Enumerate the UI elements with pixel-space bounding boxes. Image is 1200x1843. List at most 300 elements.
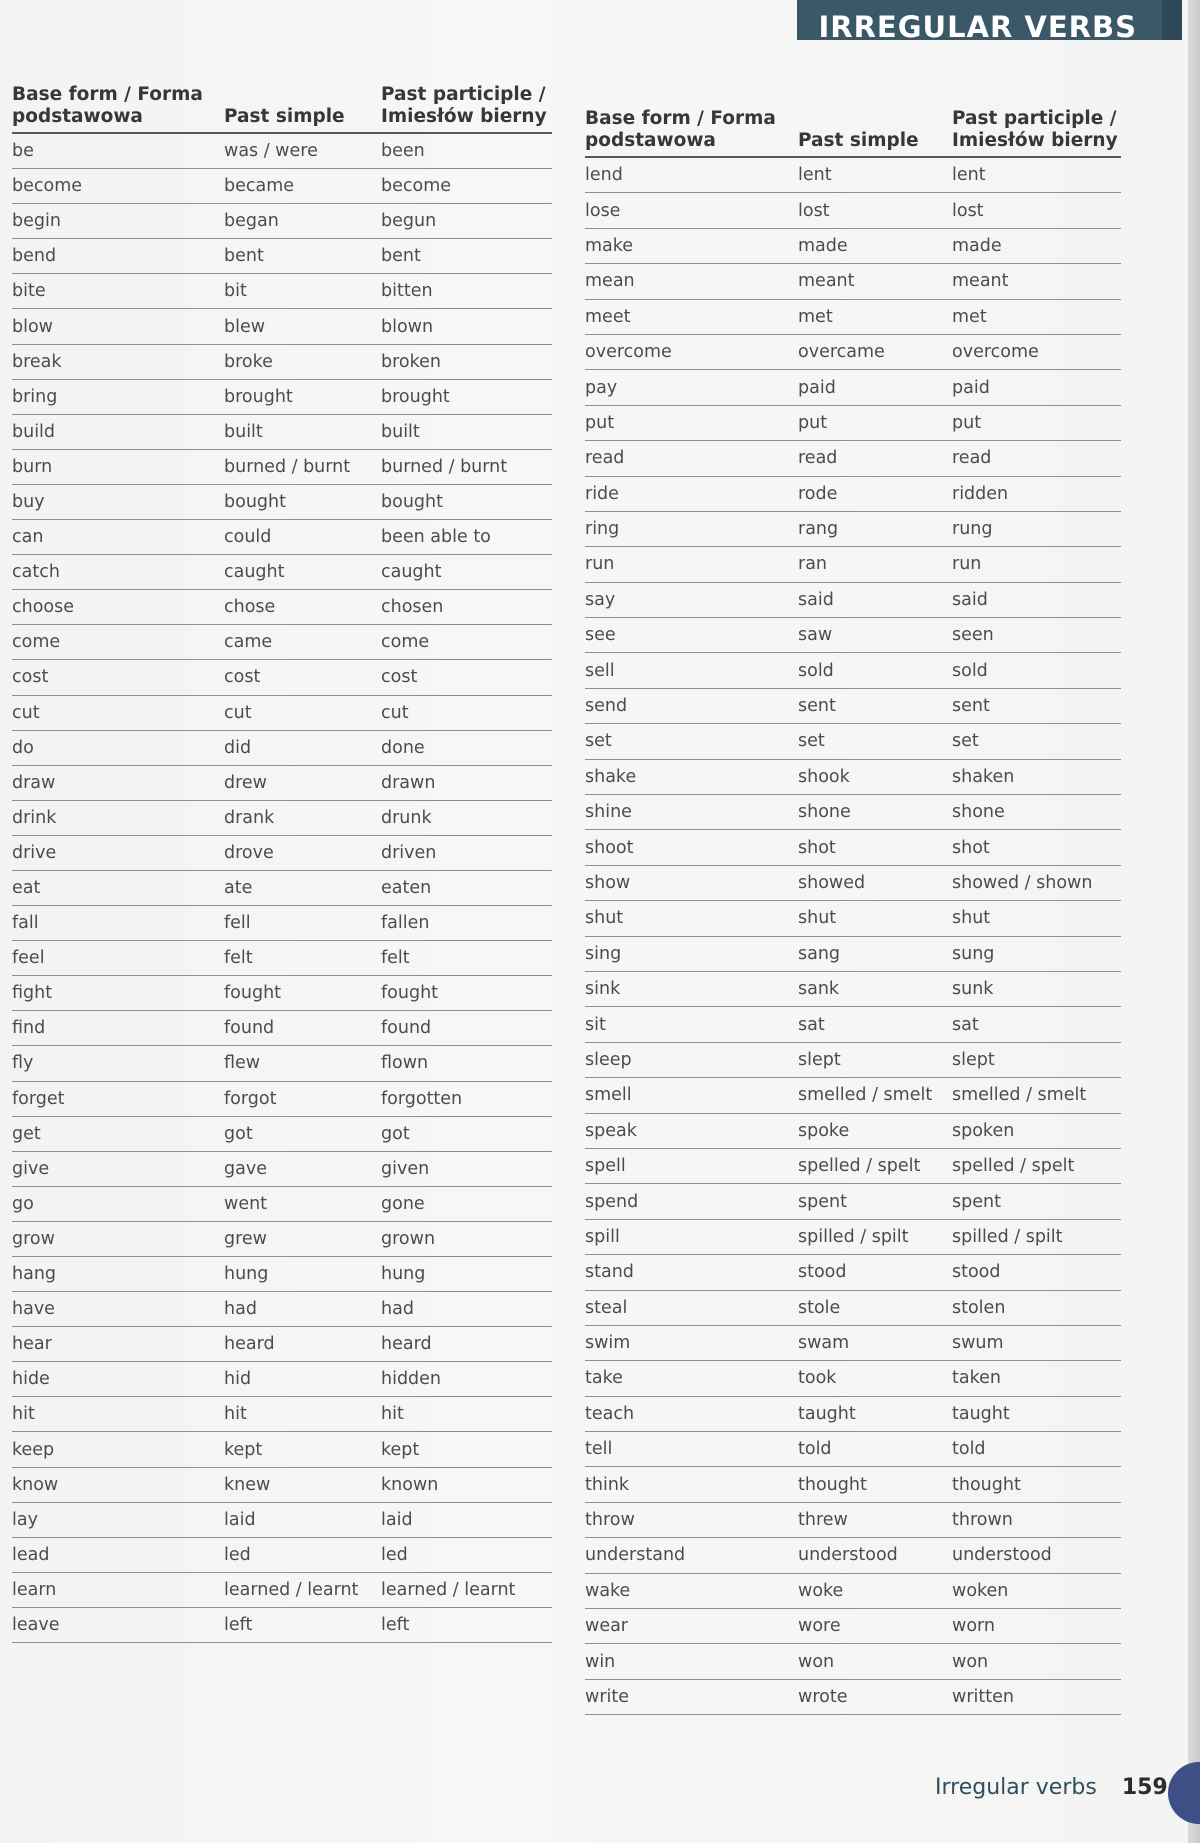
past-simple-cell: chose [224, 590, 381, 625]
past-participle-cell: hung [381, 1257, 552, 1292]
past-simple-cell: drove [224, 835, 381, 870]
table-row [12, 484, 552, 519]
past-participle-cell: spoken [952, 1113, 1121, 1148]
table-row [12, 590, 552, 625]
past-participle-cell: drawn [381, 765, 552, 800]
base-form-cell: set [585, 724, 798, 759]
past-simple-cell: threw [798, 1502, 952, 1537]
past-simple-cell: meant [798, 264, 952, 299]
past-simple-cell: put [798, 405, 952, 440]
base-form-cell: do [12, 730, 224, 765]
past-simple-cell: kept [224, 1432, 381, 1467]
past-simple-cell: sat [798, 1007, 952, 1042]
past-simple-cell: won [798, 1644, 952, 1679]
past-participle-cell: stolen [952, 1290, 1121, 1325]
past-participle-cell: been [381, 133, 552, 169]
table-row [585, 1502, 1121, 1537]
base-form-cell: meet [585, 299, 798, 334]
table-row [585, 1325, 1121, 1360]
base-form-cell: hear [12, 1327, 224, 1362]
base-form-cell: catch [12, 555, 224, 590]
table-row [585, 441, 1121, 476]
past-simple-cell: learned / learnt [224, 1572, 381, 1607]
past-simple-cell: shut [798, 901, 952, 936]
past-participle-cell: shone [952, 795, 1121, 830]
past-participle-cell: felt [381, 941, 552, 976]
table-row [585, 1467, 1121, 1502]
base-form-cell: wake [585, 1573, 798, 1608]
table-row [585, 901, 1121, 936]
past-simple-cell: began [224, 204, 381, 239]
past-participle-cell: been able to [381, 520, 552, 555]
past-participle-cell: become [381, 169, 552, 204]
base-form-cell: spell [585, 1148, 798, 1183]
past-simple-cell: brought [224, 379, 381, 414]
base-form-cell: come [12, 625, 224, 660]
header-base-form: Base form / Forma podstawowa [585, 86, 798, 157]
past-participle-cell: given [381, 1151, 552, 1186]
past-participle-cell: lost [952, 193, 1121, 228]
past-simple-cell: stole [798, 1290, 952, 1325]
base-form-cell: draw [12, 765, 224, 800]
table-row [585, 618, 1121, 653]
table-row [585, 1432, 1121, 1467]
table-row [585, 547, 1121, 582]
table-row [12, 1537, 552, 1572]
past-simple-cell: ate [224, 870, 381, 905]
table-row [12, 1467, 552, 1502]
past-simple-cell: left [224, 1607, 381, 1642]
base-form-cell: feel [12, 941, 224, 976]
past-participle-cell: left [381, 1607, 552, 1642]
table-row [12, 239, 552, 274]
table-row [585, 759, 1121, 794]
past-simple-cell: bent [224, 239, 381, 274]
past-participle-cell: cost [381, 660, 552, 695]
base-form-cell: overcome [585, 334, 798, 369]
past-simple-cell: heard [224, 1327, 381, 1362]
base-form-cell: have [12, 1292, 224, 1327]
past-simple-cell: ran [798, 547, 952, 582]
base-form-cell: begin [12, 204, 224, 239]
past-participle-cell: shaken [952, 759, 1121, 794]
past-simple-cell: got [224, 1116, 381, 1151]
past-participle-cell: fallen [381, 906, 552, 941]
past-participle-cell: kept [381, 1432, 552, 1467]
past-simple-cell: had [224, 1292, 381, 1327]
past-participle-cell: seen [952, 618, 1121, 653]
base-form-cell: lose [585, 193, 798, 228]
past-simple-cell: sank [798, 971, 952, 1006]
table-row [585, 1679, 1121, 1714]
past-participle-cell: smelled / smelt [952, 1078, 1121, 1113]
table-row [12, 204, 552, 239]
base-form-cell: be [12, 133, 224, 169]
past-simple-cell: wrote [798, 1679, 952, 1714]
past-participle-cell: fought [381, 976, 552, 1011]
table-row [585, 653, 1121, 688]
table-row [585, 405, 1121, 440]
table-row [12, 1502, 552, 1537]
table-row [585, 1219, 1121, 1254]
past-simple-cell: spoke [798, 1113, 952, 1148]
base-form-cell: mean [585, 264, 798, 299]
table-row [585, 1644, 1121, 1679]
table-row [585, 1113, 1121, 1148]
past-simple-cell: felt [224, 941, 381, 976]
base-form-cell: hit [12, 1397, 224, 1432]
past-participle-cell: broken [381, 344, 552, 379]
past-participle-cell: sunk [952, 971, 1121, 1006]
table-row [585, 865, 1121, 900]
past-participle-cell: grown [381, 1221, 552, 1256]
base-form-cell: build [12, 414, 224, 449]
past-participle-cell: run [952, 547, 1121, 582]
past-simple-cell: showed [798, 865, 952, 900]
past-participle-cell: brought [381, 379, 552, 414]
base-form-cell: fight [12, 976, 224, 1011]
base-form-cell: keep [12, 1432, 224, 1467]
table-row [12, 309, 552, 344]
past-simple-cell: paid [798, 370, 952, 405]
base-form-cell: spill [585, 1219, 798, 1254]
table-row [12, 555, 552, 590]
base-form-cell: tell [585, 1432, 798, 1467]
table-row [585, 1042, 1121, 1077]
past-participle-cell: sent [952, 688, 1121, 723]
past-simple-cell: swam [798, 1325, 952, 1360]
table-row [585, 299, 1121, 334]
banner-accent [1162, 0, 1182, 40]
past-simple-cell: fought [224, 976, 381, 1011]
page-number: 159 [1121, 1775, 1168, 1800]
verb-table-right [585, 86, 1121, 1715]
past-participle-cell: eaten [381, 870, 552, 905]
past-simple-cell: hung [224, 1257, 381, 1292]
base-form-cell: speak [585, 1113, 798, 1148]
table-row [585, 830, 1121, 865]
base-form-cell: give [12, 1151, 224, 1186]
past-simple-cell: sang [798, 936, 952, 971]
table-row [12, 1432, 552, 1467]
header-past-simple: Past simple [224, 72, 381, 133]
base-form-cell: sleep [585, 1042, 798, 1077]
base-form-cell: see [585, 618, 798, 653]
table-row [585, 1609, 1121, 1644]
past-participle-cell: forgotten [381, 1081, 552, 1116]
past-simple-cell: hit [224, 1397, 381, 1432]
table-row [12, 1221, 552, 1256]
table-row [12, 1362, 552, 1397]
header-row [585, 86, 1121, 157]
base-form-cell: cut [12, 695, 224, 730]
past-simple-cell: stood [798, 1255, 952, 1290]
past-simple-cell: found [224, 1011, 381, 1046]
past-simple-cell: did [224, 730, 381, 765]
base-form-cell: wear [585, 1609, 798, 1644]
past-simple-cell: knew [224, 1467, 381, 1502]
table-row [585, 582, 1121, 617]
past-simple-cell: gave [224, 1151, 381, 1186]
table-row [585, 1396, 1121, 1431]
table-row [585, 936, 1121, 971]
base-form-cell: cost [12, 660, 224, 695]
past-participle-cell: begun [381, 204, 552, 239]
base-form-cell: shut [585, 901, 798, 936]
base-form-cell: get [12, 1116, 224, 1151]
table-row [585, 1538, 1121, 1573]
table-row [585, 157, 1121, 193]
past-simple-cell: read [798, 441, 952, 476]
past-simple-cell: led [224, 1537, 381, 1572]
table-row [585, 1148, 1121, 1183]
past-participle-cell: gone [381, 1186, 552, 1221]
table-row [12, 765, 552, 800]
base-form-cell: throw [585, 1502, 798, 1537]
base-form-cell: fall [12, 906, 224, 941]
section-title: IRREGULAR VERBS [818, 10, 1137, 40]
table-row [585, 264, 1121, 299]
past-simple-cell: spelled / spelt [798, 1148, 952, 1183]
table-row [585, 1255, 1121, 1290]
table-row [12, 520, 552, 555]
base-form-cell: run [585, 547, 798, 582]
past-participle-cell: read [952, 441, 1121, 476]
table-row [12, 1116, 552, 1151]
past-simple-cell: blew [224, 309, 381, 344]
base-form-cell: send [585, 688, 798, 723]
footer-title: Irregular verbs [935, 1775, 1097, 1800]
table-row [12, 976, 552, 1011]
past-participle-cell: woken [952, 1573, 1121, 1608]
past-simple-cell: lent [798, 157, 952, 193]
past-simple-cell: taught [798, 1396, 952, 1431]
table-row [585, 1007, 1121, 1042]
base-form-cell: steal [585, 1290, 798, 1325]
past-simple-cell: cost [224, 660, 381, 695]
verb-table-left [12, 72, 552, 1643]
past-simple-cell: sold [798, 653, 952, 688]
past-participle-cell: thrown [952, 1502, 1121, 1537]
past-simple-cell: thought [798, 1467, 952, 1502]
table-row [12, 1081, 552, 1116]
past-participle-cell: shot [952, 830, 1121, 865]
past-participle-cell: come [381, 625, 552, 660]
table-row [12, 1151, 552, 1186]
past-participle-cell: spelled / spelt [952, 1148, 1121, 1183]
base-form-cell: shake [585, 759, 798, 794]
past-participle-cell: met [952, 299, 1121, 334]
past-participle-cell: had [381, 1292, 552, 1327]
table-row [12, 1046, 552, 1081]
past-participle-cell: flown [381, 1046, 552, 1081]
table-row [12, 906, 552, 941]
base-form-cell: shine [585, 795, 798, 830]
base-form-cell: drink [12, 800, 224, 835]
past-simple-cell: saw [798, 618, 952, 653]
past-simple-cell: shook [798, 759, 952, 794]
past-participle-cell: made [952, 228, 1121, 263]
past-participle-cell: learned / learnt [381, 1572, 552, 1607]
past-simple-cell: laid [224, 1502, 381, 1537]
table-row [12, 449, 552, 484]
past-participle-cell: worn [952, 1609, 1121, 1644]
table-row [12, 1186, 552, 1221]
past-simple-cell: wore [798, 1609, 952, 1644]
base-form-cell: swim [585, 1325, 798, 1360]
past-participle-cell: hit [381, 1397, 552, 1432]
table-row [585, 795, 1121, 830]
base-form-cell: lend [585, 157, 798, 193]
base-form-cell: understand [585, 1538, 798, 1573]
past-participle-cell: laid [381, 1502, 552, 1537]
base-form-cell: learn [12, 1572, 224, 1607]
table-row [585, 724, 1121, 759]
past-participle-cell: slept [952, 1042, 1121, 1077]
base-form-cell: break [12, 344, 224, 379]
base-form-cell: hide [12, 1362, 224, 1397]
past-participle-cell: bent [381, 239, 552, 274]
past-participle-cell: lent [952, 157, 1121, 193]
past-participle-cell: taken [952, 1361, 1121, 1396]
base-form-cell: pay [585, 370, 798, 405]
past-simple-cell: spilled / spilt [798, 1219, 952, 1254]
past-simple-cell: told [798, 1432, 952, 1467]
past-simple-cell: built [224, 414, 381, 449]
base-form-cell: ring [585, 511, 798, 546]
base-form-cell: eat [12, 870, 224, 905]
table-row [585, 511, 1121, 546]
table-row [12, 660, 552, 695]
table-row [12, 1292, 552, 1327]
base-form-cell: can [12, 520, 224, 555]
past-participle-cell: found [381, 1011, 552, 1046]
section-banner [797, 0, 1179, 40]
base-form-cell: grow [12, 1221, 224, 1256]
past-simple-cell: set [798, 724, 952, 759]
table-row [12, 800, 552, 835]
past-participle-cell: known [381, 1467, 552, 1502]
base-form-cell: bite [12, 274, 224, 309]
past-participle-cell: shut [952, 901, 1121, 936]
past-simple-cell: understood [798, 1538, 952, 1573]
past-simple-cell: cut [224, 695, 381, 730]
header-row [12, 72, 552, 133]
table-row [585, 1361, 1121, 1396]
table-row [12, 379, 552, 414]
base-form-cell: teach [585, 1396, 798, 1431]
past-participle-cell: sold [952, 653, 1121, 688]
base-form-cell: write [585, 1679, 798, 1714]
past-simple-cell: drank [224, 800, 381, 835]
table-row [585, 971, 1121, 1006]
past-simple-cell: grew [224, 1221, 381, 1256]
past-participle-cell: put [952, 405, 1121, 440]
past-participle-cell: blown [381, 309, 552, 344]
base-form-cell: shoot [585, 830, 798, 865]
table-row [585, 476, 1121, 511]
table-row [585, 370, 1121, 405]
base-form-cell: ride [585, 476, 798, 511]
base-form-cell: spend [585, 1184, 798, 1219]
past-participle-cell: drunk [381, 800, 552, 835]
base-form-cell: show [585, 865, 798, 900]
past-simple-cell: burned / burnt [224, 449, 381, 484]
table-row [585, 193, 1121, 228]
table-row [12, 730, 552, 765]
base-form-cell: bring [12, 379, 224, 414]
past-participle-cell: meant [952, 264, 1121, 299]
header-past-participle: Past participle / Imiesłów bierny [381, 72, 552, 133]
past-simple-cell: became [224, 169, 381, 204]
past-simple-cell: forgot [224, 1081, 381, 1116]
past-simple-cell: flew [224, 1046, 381, 1081]
base-form-cell: smell [585, 1078, 798, 1113]
past-participle-cell: sat [952, 1007, 1121, 1042]
past-simple-cell: overcame [798, 334, 952, 369]
base-form-cell: go [12, 1186, 224, 1221]
past-participle-cell: hidden [381, 1362, 552, 1397]
past-participle-cell: got [381, 1116, 552, 1151]
base-form-cell: fly [12, 1046, 224, 1081]
past-participle-cell: led [381, 1537, 552, 1572]
table-row [585, 1078, 1121, 1113]
past-simple-cell: spent [798, 1184, 952, 1219]
past-simple-cell: could [224, 520, 381, 555]
page-footer [935, 1775, 1168, 1800]
base-form-cell: win [585, 1644, 798, 1679]
header-base-form: Base form / Forma podstawowa [12, 72, 224, 133]
past-simple-cell: said [798, 582, 952, 617]
past-participle-cell: spent [952, 1184, 1121, 1219]
base-form-cell: sing [585, 936, 798, 971]
past-participle-cell: burned / burnt [381, 449, 552, 484]
base-form-cell: know [12, 1467, 224, 1502]
past-simple-cell: bit [224, 274, 381, 309]
past-participle-cell: stood [952, 1255, 1121, 1290]
base-form-cell: choose [12, 590, 224, 625]
table-row [585, 688, 1121, 723]
base-form-cell: forget [12, 1081, 224, 1116]
base-form-cell: drive [12, 835, 224, 870]
past-participle-cell: sung [952, 936, 1121, 971]
table-row [12, 344, 552, 379]
past-participle-cell: done [381, 730, 552, 765]
table-row [12, 1327, 552, 1362]
page-edge [1188, 0, 1200, 1843]
past-participle-cell: caught [381, 555, 552, 590]
past-simple-cell: hid [224, 1362, 381, 1397]
past-participle-cell: built [381, 414, 552, 449]
past-participle-cell: bitten [381, 274, 552, 309]
past-simple-cell: came [224, 625, 381, 660]
past-simple-cell: bought [224, 484, 381, 519]
base-form-cell: sink [585, 971, 798, 1006]
base-form-cell: stand [585, 1255, 798, 1290]
base-form-cell: lead [12, 1537, 224, 1572]
past-participle-cell: taught [952, 1396, 1121, 1431]
base-form-cell: bend [12, 239, 224, 274]
base-form-cell: hang [12, 1257, 224, 1292]
past-participle-cell: ridden [952, 476, 1121, 511]
past-simple-cell: slept [798, 1042, 952, 1077]
past-participle-cell: showed / shown [952, 865, 1121, 900]
past-simple-cell: fell [224, 906, 381, 941]
table-row [585, 1184, 1121, 1219]
past-participle-cell: bought [381, 484, 552, 519]
base-form-cell: find [12, 1011, 224, 1046]
table-row [12, 870, 552, 905]
